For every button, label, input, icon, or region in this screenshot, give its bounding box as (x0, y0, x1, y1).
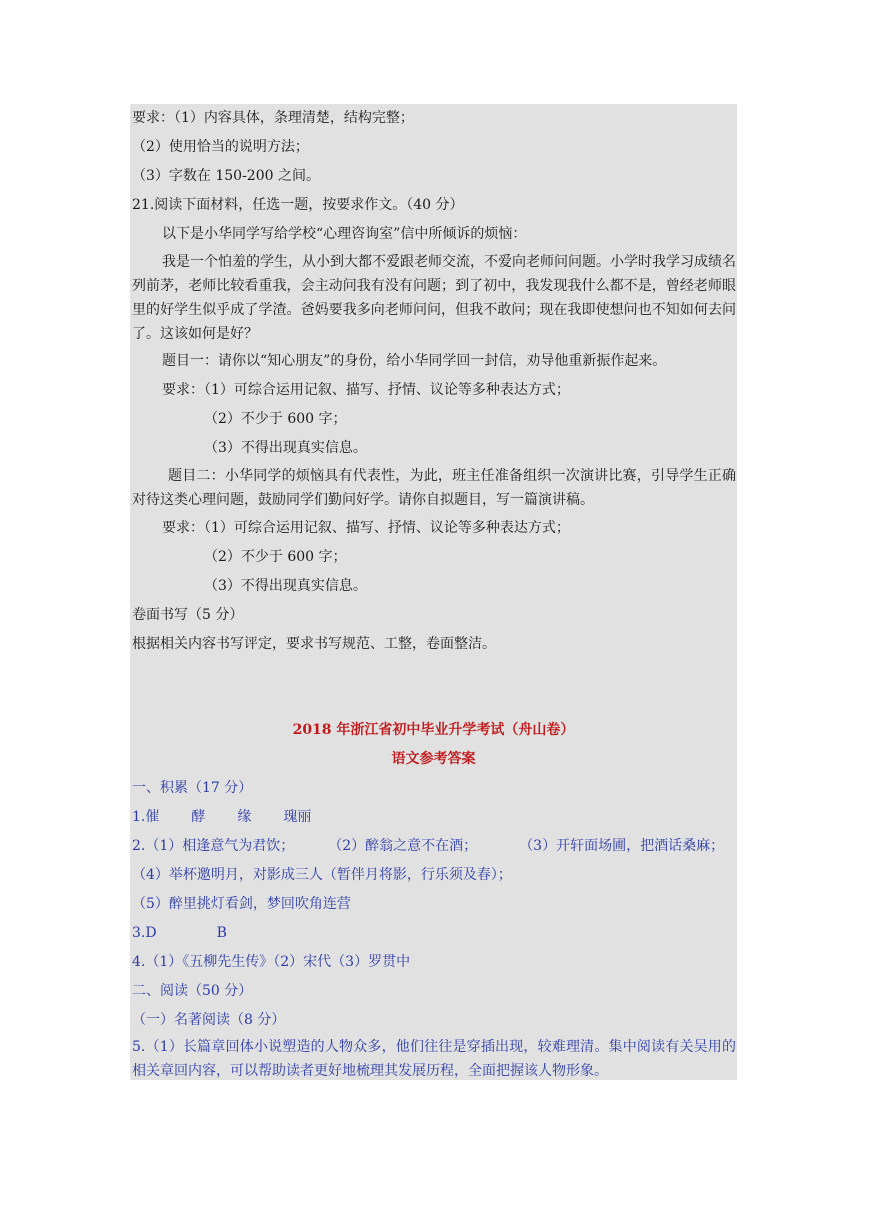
material-intro: 以下是小华同学写给学校“心理咨询室”信中所倾诉的烦恼： (162, 226, 527, 242)
essay-requirement-3: （3）字数在 150-200 之间。 (132, 168, 320, 184)
topic-2-requirement-2: （2）不少于 600 字； (204, 549, 347, 565)
handwriting-score: 卷面书写（5 分） (132, 607, 244, 623)
subsection-1-heading: （一）名著阅读（8 分） (132, 1012, 286, 1028)
answer-2-item: （3）开轩面场圃，把酒话桑麻； (519, 838, 725, 854)
answer-1-item: 缘 (237, 809, 252, 825)
answer-2-line-2: （4）举杯邀明月，对影成三人（暂伴月将影，行乐须及春）； (132, 867, 512, 883)
handwriting-description: 根据相关内容书写评定，要求书写规范、工整，卷面整洁。 (132, 636, 496, 652)
section-2-heading: 二、阅读（50 分） (132, 983, 253, 999)
answers-subtitle: 语文参考答案 (391, 751, 476, 767)
answer-5: 5.（1）长篇章回体小说塑造的人物众多，他们往往是穿插出现，较难理清。集中阅读有关吴用的相关章回内容，可以帮助读者更好地梳理其发展历程，全面把握该人物形象。 (132, 1039, 736, 1079)
answer-2-item: （2）醉翁之意不在酒； (328, 838, 478, 854)
topic-2-requirement-3: （3）不得出现真实信息。 (204, 578, 367, 594)
question-21: 21.阅读下面材料，任选一题，按要求作文。（40 分） (132, 197, 464, 213)
answer-1 (132, 807, 311, 827)
answer-2-item: 2.（1）相逢意气为君饮； (132, 838, 295, 854)
material-body: 我是一个怕羞的学生，从小到大都不爱跟老师交流，不爱向老师问问题。小学时我学习成绩名列前茅，老师比较看重我，会主动问我有没有问题；到了初中，我发现我什么都不是，曾经老师眼里的好学生似乎成了学渣。爸妈要我多向老师问问，但我不敢问；现在我即使想问也不知如何去问了。这该如何是好？ (132, 254, 736, 342)
answer-3-item: B (216, 925, 227, 941)
answer-4: 4.（1）《五柳先生传》（2）宋代（3）罗贯中 (132, 954, 411, 970)
topic-1-requirement-3: （3）不得出现真实信息。 (204, 440, 367, 456)
answer-1-item: 1.催 (132, 809, 160, 825)
answer-1-item: 瑰丽 (283, 809, 312, 825)
topic-1: 题目一：请你以“知心朋友”的身份，给小华同学回一封信，劝导他重新振作起来。 (162, 353, 667, 369)
answer-1-item: 酵 (191, 809, 206, 825)
topic-2: 题目二：小华同学的烦恼具有代表性，为此，班主任准备组织一次演讲比赛，引导学生正确对待这类心理问题，鼓励同学们勤问好学。请你自拟题目，写一篇演讲稿。 (132, 468, 736, 508)
essay-requirement-intro: 要求：（1）内容具体，条理清楚，结构完整； (132, 110, 414, 126)
answers-title: 2018 年浙江省初中毕业升学考试（舟山卷） (292, 722, 575, 738)
answer-2-line-1 (132, 836, 724, 856)
section-1-heading: 一、积累（17 分） (132, 780, 253, 796)
topic-1-requirement-1: 要求：（1）可综合运用记叙、描写、抒情、议论等多种表达方式； (162, 382, 570, 398)
answer-3 (132, 923, 227, 943)
topic-1-requirement-2: （2）不少于 600 字； (204, 411, 347, 427)
essay-requirement-2: （2）使用恰当的说明方法； (132, 139, 309, 155)
topic-2-requirement-1: 要求：（1）可综合运用记叙、描写、抒情、议论等多种表达方式； (162, 520, 570, 536)
answer-3-item: 3.D (132, 925, 157, 941)
answer-2-line-3: （5）醉里挑灯看剑，梦回吹角连营 (132, 896, 351, 912)
